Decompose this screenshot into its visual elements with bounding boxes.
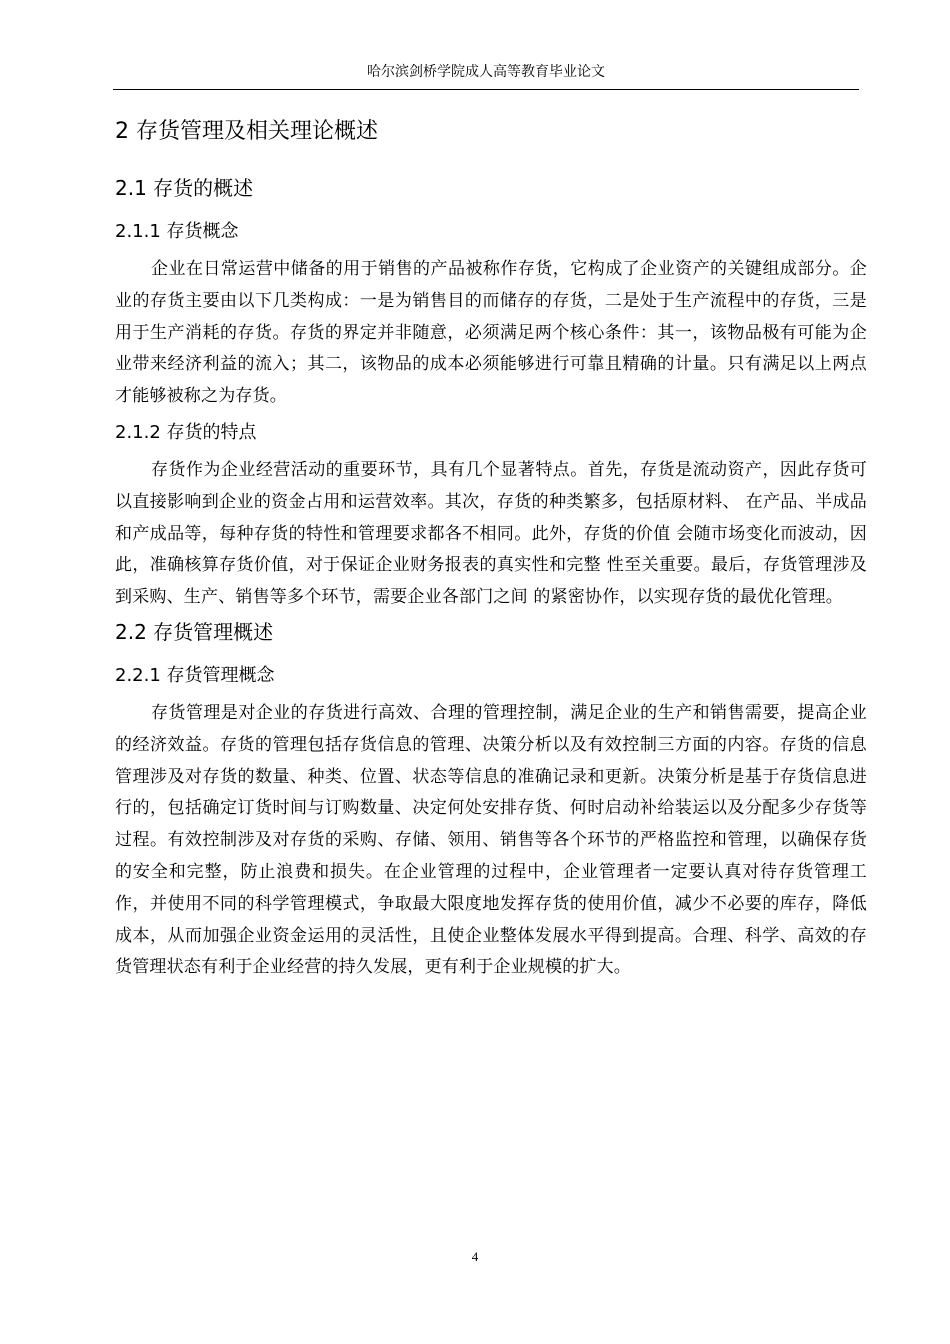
header-text: 哈尔滨剑桥学院成人高等教育毕业论文 [367, 65, 605, 80]
section-title-2-1: 2.1 存货的概述 [115, 176, 254, 200]
paragraph-2-1-2: 存货作为企业经营活动的重要环节，具有几个显著特点。首先，存货是流动资产，因此存货可以直接影响到企业的资金占用和运营效率。其次，存货的种类繁多，包括原材料、 在产品、半成品和产成品等，每种存货的特性和管理要求都各不相同。此外，存货的价值 会随市场变化而波动，因此，准确核算存货价值，对于保证企业财务报表的真实性和完整 性至关重要。最后，存货管理涉及到采购、生产、销售等多个环节，需要企业各部门之间 的紧密协作，以实现存货的最优化管理。 [115, 459, 867, 608]
subsection-title-2-2-1: 2.2.1 存货管理概念 [115, 664, 275, 686]
subsection-title-2-1-2: 2.1.2 存货的特点 [115, 421, 257, 443]
subsection-title-2-1-1: 2.1.1 存货概念 [115, 221, 239, 242]
paragraph-2-1-1: 企业在日常运营中储备的用于销售的产品被称作存货，它构成了企业资产的关键组成部分。企业的存货主要由以下几类构成：一是为销售目的而储存的存货，二是处于生产流程中的存货，三是用于生产消耗的存货。存货的界定并非随意，必须满足两个核心条件：其一，该物品极有可能为企业带来经济利益的流入；其二，该物品的成本必须能够进行可靠且精确的计量。只有满足以上两点才能够被称之为存货。 [115, 259, 867, 407]
chapter-title: 2 存货管理及相关理论概述 [115, 119, 378, 144]
section-title-2-2: 2.2 存货管理概述 [115, 619, 274, 644]
page-number: 4 [471, 1249, 479, 1264]
page-content [115, 112, 867, 988]
paragraph-2-2-1: 存货管理是对企业的存货进行高效、合理的管理控制，满足企业的生产和销售需要，提高企业的经济效益。存货的管理包括存货信息的管理、决策分析以及有效控制三方面的内容。存货的信息管理涉及对存货的数量、种类、位置、状态等信息的准确记录和更新。决策分析是基于存货信息进行的，包括确定订货时间与订购数量、决定何处安排存货、何时启动补给装运以及分配多少存货等过程。有效控制涉及对存货的采购、存储、领用、销售等各个环节的严格监控和管理，以确保存货的安全和完整，防止浪费和损失。在企业管理的过程中，企业管理者一定要认真对待存货管理工作，并使用不同的科学管理模式，争取最大限度地发挥存货的使用价值，减少不必要的库存，降低成本，从而加强企业资金运用的灵活性，且使企业整体发展水平得到提高。合理、科学、高效的存货管理状态有利于企业经营的持久发展，更有利于企业规模的扩大。 [115, 702, 867, 978]
page-header [113, 63, 859, 90]
